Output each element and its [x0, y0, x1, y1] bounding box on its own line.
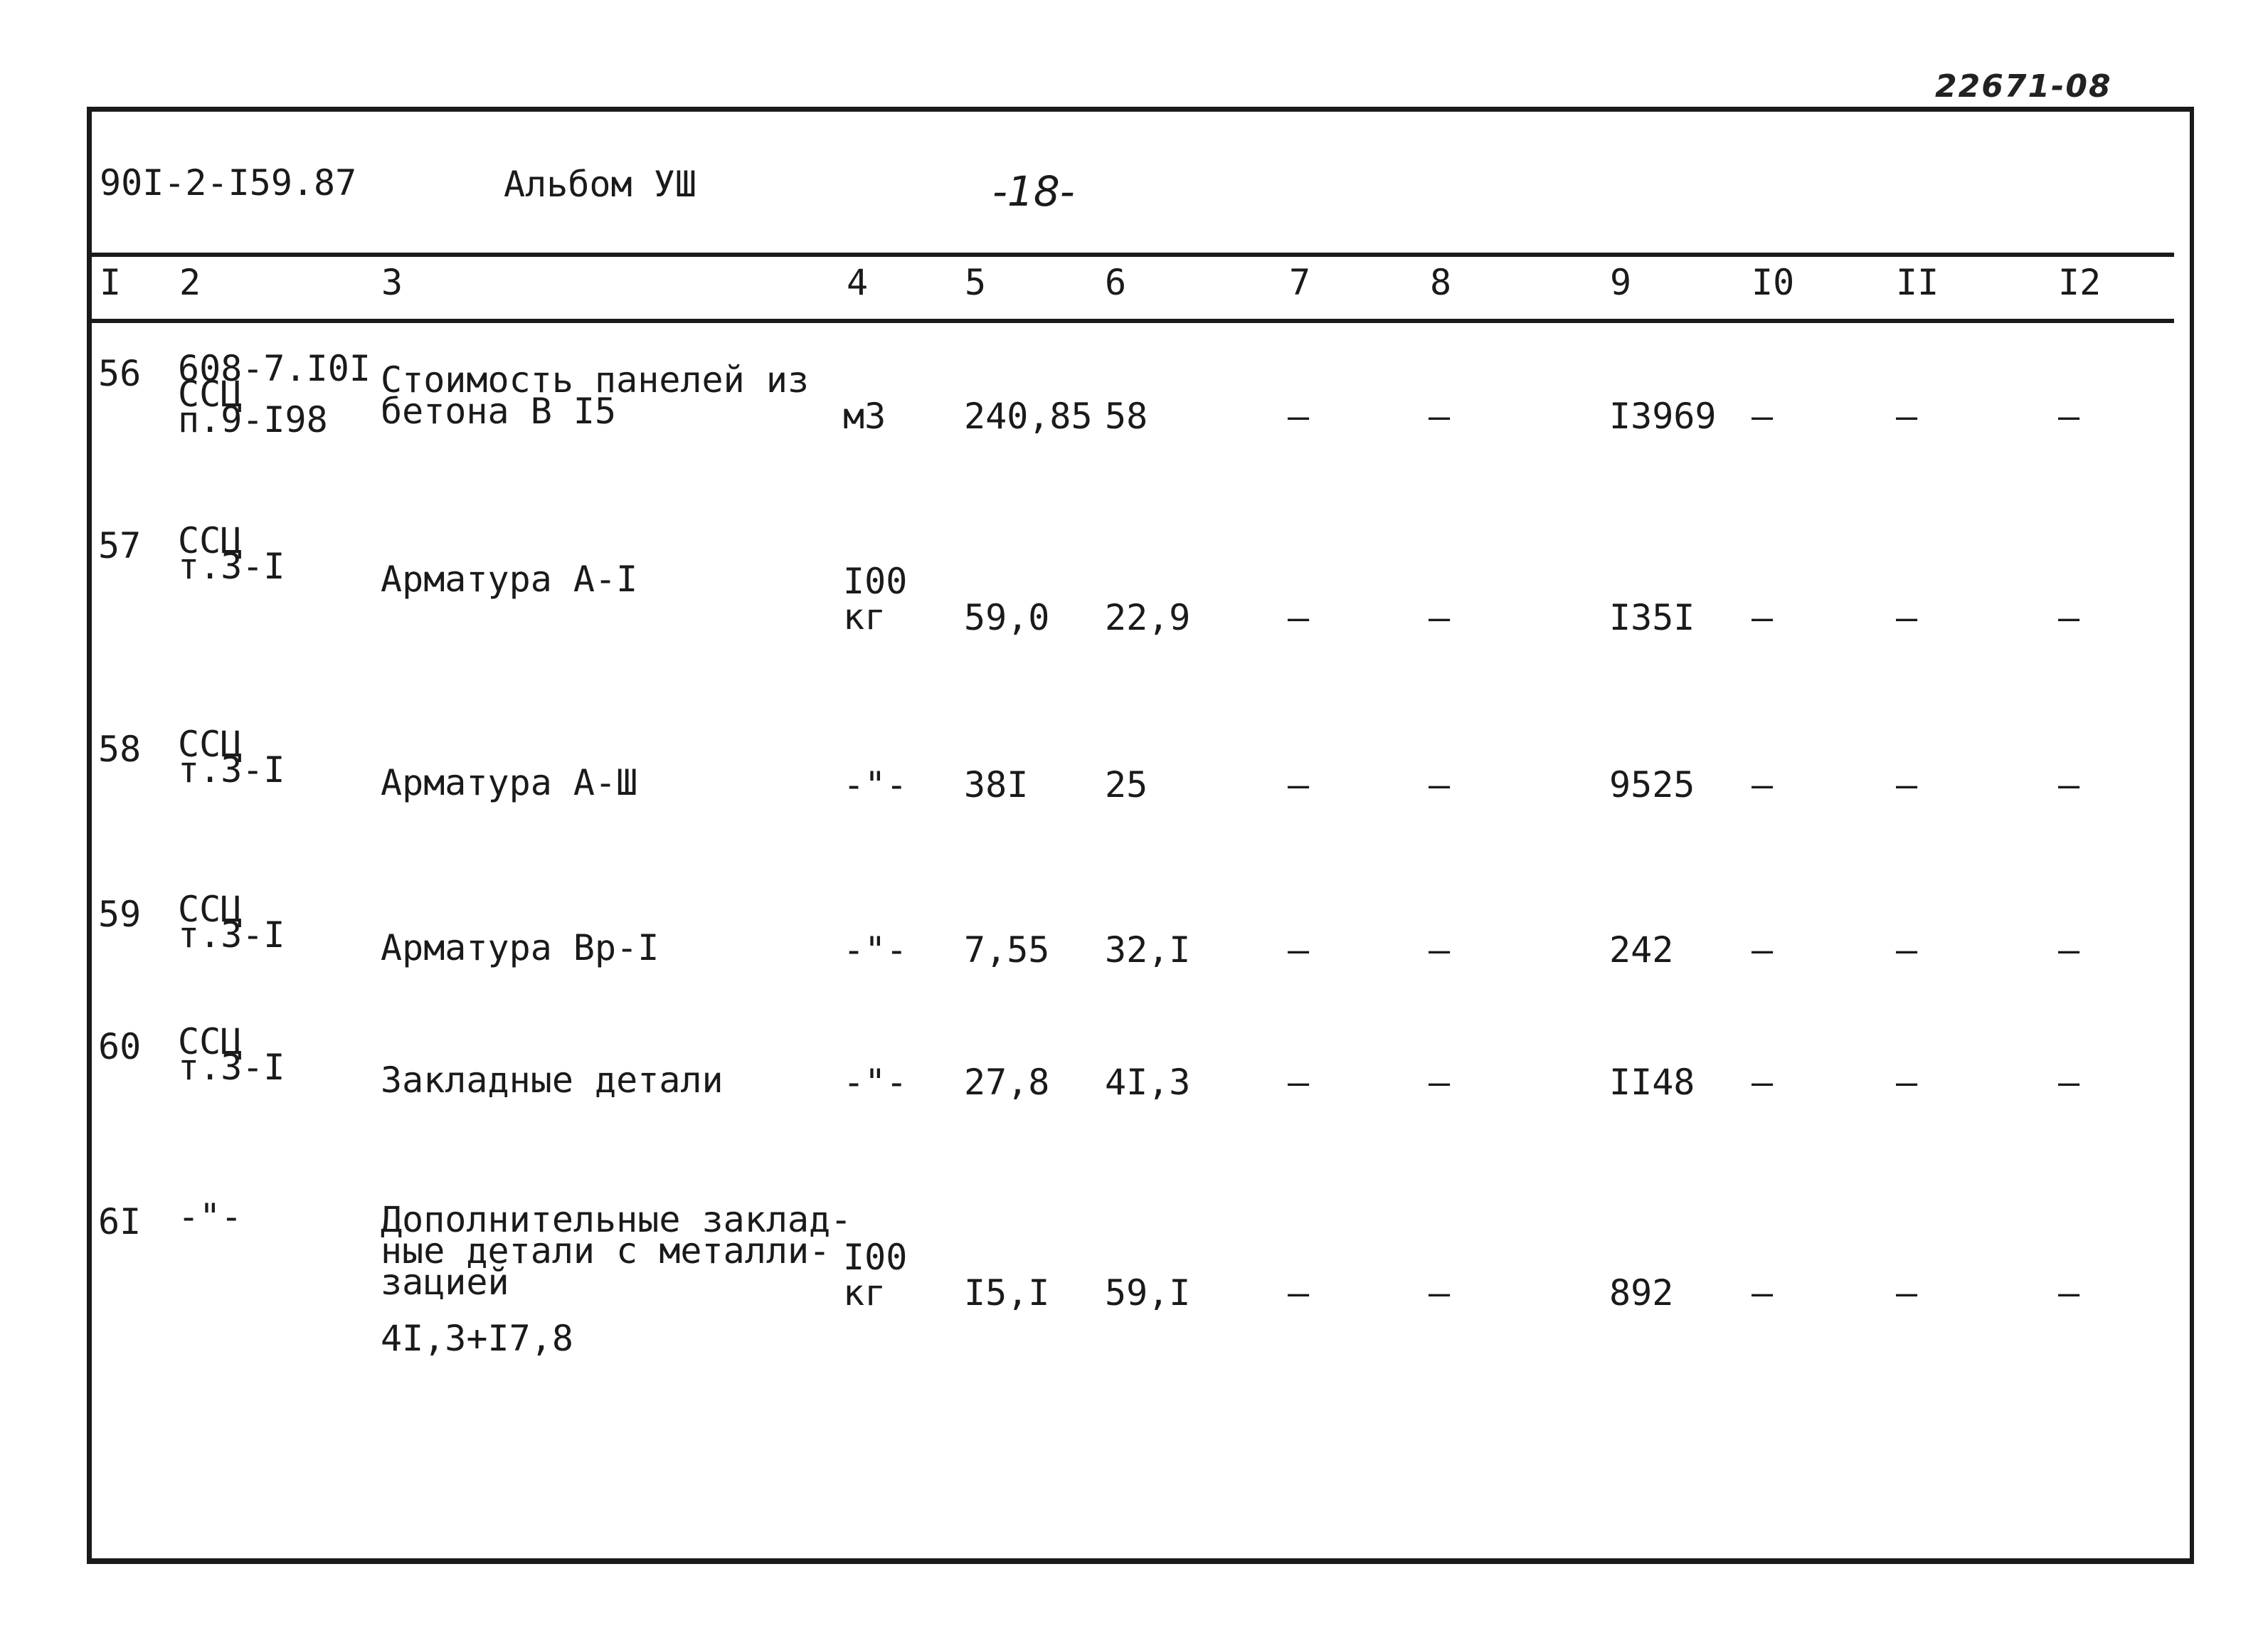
row-name: Закладные детали: [381, 1060, 724, 1101]
row-col-7: –: [1288, 1062, 1310, 1103]
row-col-10: –: [1752, 764, 1774, 805]
row-total: II48: [1609, 1062, 1695, 1103]
row-col-11: –: [1896, 764, 1918, 805]
column-number-9: 9: [1610, 262, 1632, 303]
row-col-12: –: [2058, 1062, 2080, 1103]
column-number-3: 3: [381, 262, 403, 303]
row-number: 56: [98, 353, 142, 394]
row-total: I3969: [1609, 396, 1717, 437]
row-col-7: –: [1288, 764, 1310, 805]
row-col-12: –: [2058, 396, 2080, 437]
row-total: 892: [1609, 1272, 1674, 1314]
row-col-8: –: [1429, 929, 1451, 971]
row-unit-price: 58: [1105, 396, 1148, 437]
row-number: 57: [98, 525, 142, 566]
column-number-6: 6: [1105, 262, 1127, 303]
row-unit-price: 22,9: [1105, 597, 1191, 638]
row-col-11: –: [1896, 396, 1918, 437]
page-number: -18-: [992, 167, 1075, 216]
column-header-rule: [91, 319, 2174, 323]
row-col-7: –: [1288, 929, 1310, 971]
row-code: ССЦ т.3-I: [178, 520, 285, 587]
row-col-12: –: [2058, 1272, 2080, 1314]
column-number-1: I: [100, 262, 122, 303]
row-quantity: 27,8: [964, 1062, 1050, 1103]
row-col-8: –: [1429, 1062, 1451, 1103]
row-col-7: –: [1288, 396, 1310, 437]
row-col-8: –: [1429, 396, 1451, 437]
row-unit: I00 кг: [843, 561, 908, 638]
row-col-12: –: [2058, 764, 2080, 805]
row-col-8: –: [1429, 764, 1451, 805]
row-total: 242: [1609, 929, 1674, 971]
column-number-5: 5: [965, 262, 987, 303]
column-number-7: 7: [1289, 262, 1311, 303]
row-name: Арматура Вр-I: [381, 927, 659, 968]
row-col-10: –: [1752, 597, 1774, 638]
row-col-10: –: [1752, 929, 1774, 971]
row-quantity: 59,0: [964, 597, 1050, 638]
row-col-10: –: [1752, 1062, 1774, 1103]
row-unit-price: 4I,3: [1105, 1062, 1191, 1103]
row-quantity: 38I: [964, 764, 1029, 805]
row-col-12: –: [2058, 929, 2080, 971]
row-name: Стоимость панелей из бетона В I5: [381, 359, 810, 432]
row-number: 6I: [98, 1201, 142, 1242]
row-quantity: I5,I: [964, 1272, 1050, 1314]
column-number-2: 2: [179, 262, 201, 303]
row-unit: м3: [843, 396, 886, 437]
row-name: Арматура А-I: [381, 559, 638, 600]
row-total: 9525: [1609, 764, 1695, 805]
row-code: ССЦ т.3-I: [178, 889, 285, 956]
row-quantity: 7,55: [964, 929, 1050, 971]
header-rule: [91, 253, 2174, 257]
row-col-11: –: [1896, 597, 1918, 638]
row-col-10: –: [1752, 396, 1774, 437]
row-unit: -"-: [843, 764, 908, 805]
row-unit-price: 25: [1105, 764, 1148, 805]
column-number-12: I2: [2058, 262, 2102, 303]
archive-number: 22671-08: [1935, 68, 2112, 105]
row-number: 58: [98, 729, 142, 770]
row-number: 59: [98, 894, 142, 935]
row-code: 608-7.I0I ССЦ п.9-I98: [178, 348, 371, 440]
row-number: 60: [98, 1026, 142, 1067]
row-code: -"-: [178, 1196, 243, 1237]
row-unit-price: 32,I: [1105, 929, 1191, 971]
row-col-7: –: [1288, 597, 1310, 638]
column-number-4: 4: [847, 262, 869, 303]
row-unit: -"-: [843, 929, 908, 971]
album-label: Альбом УШ: [504, 164, 696, 205]
row-col-10: –: [1752, 1272, 1774, 1314]
row-unit: I00 кг: [843, 1237, 908, 1314]
column-number-8: 8: [1430, 262, 1452, 303]
row-unit: -"-: [843, 1062, 908, 1103]
row-col-11: –: [1896, 1272, 1918, 1314]
row-col-7: –: [1288, 1272, 1310, 1314]
row-col-8: –: [1429, 597, 1451, 638]
row-col-8: –: [1429, 1272, 1451, 1314]
row-total: I35I: [1609, 597, 1695, 638]
row-name: Дополнительные заклад- ные детали с металли- зацией: [381, 1199, 852, 1303]
row-name-note: 4I,3+I7,8: [381, 1318, 573, 1359]
column-number-10: I0: [1752, 262, 1795, 303]
column-number-11: II: [1896, 262, 1939, 303]
row-col-12: –: [2058, 597, 2080, 638]
row-code: ССЦ т.3-I: [178, 1021, 285, 1088]
row-code: ССЦ т.3-I: [178, 724, 285, 791]
row-unit-price: 59,I: [1105, 1272, 1191, 1314]
row-quantity: 240,85: [964, 396, 1093, 437]
row-name: Арматура А-Ш: [381, 762, 638, 803]
row-col-11: –: [1896, 929, 1918, 971]
row-col-11: –: [1896, 1062, 1918, 1103]
doc-code: 90I-2-I59.87: [100, 162, 357, 204]
